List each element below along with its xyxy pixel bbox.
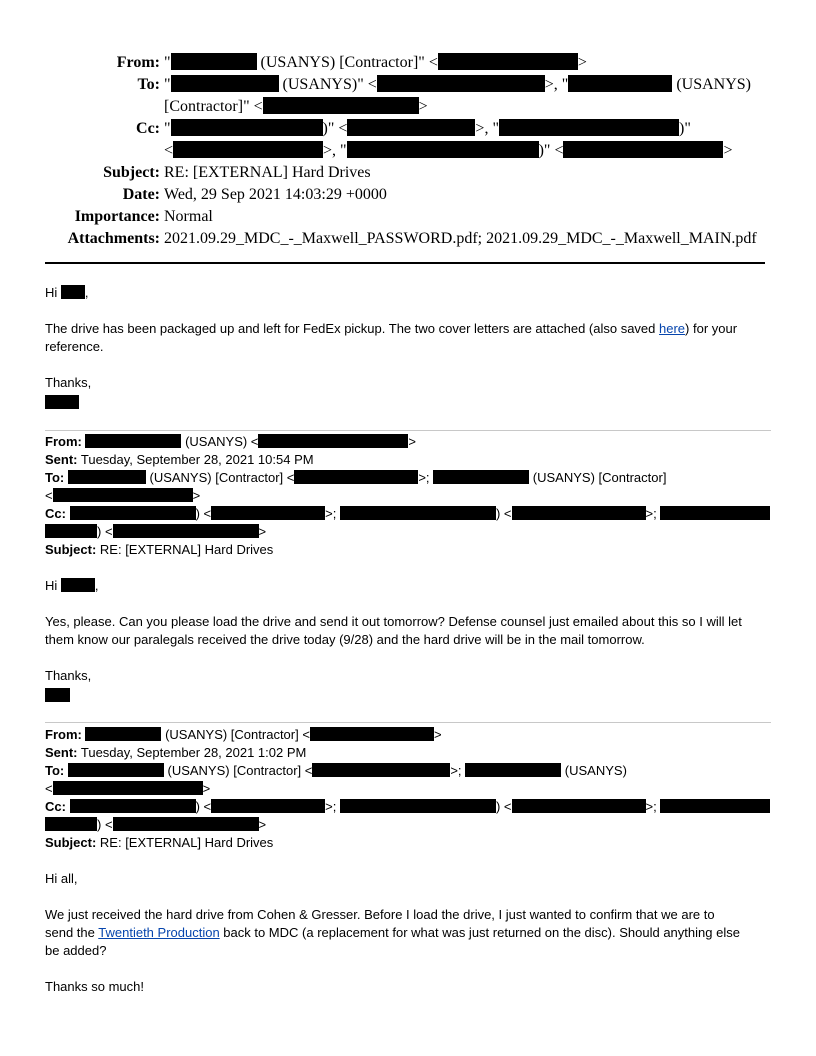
msg3-subject-value: RE: [EXTERNAL] Hard Drives: [96, 835, 274, 850]
header-cc-text: <: [164, 142, 174, 159]
msg2-subject-label: Subject:: [45, 542, 97, 557]
header-from-text: ": [164, 54, 171, 71]
msg2-cc-text: ) <: [195, 506, 212, 521]
msg2-subject-row: [45, 541, 273, 559]
redaction-block: [53, 781, 203, 795]
header-importance-row: [0, 206, 816, 228]
msg1-signature: [45, 394, 79, 412]
msg3-paragraph-line2: [45, 924, 740, 942]
msg2-to-label: To:: [45, 470, 65, 485]
header-subject-value: RE: [EXTERNAL] Hard Drives: [164, 164, 371, 181]
header-cc-text: )": [678, 120, 691, 137]
redaction-block: [263, 97, 419, 114]
msg3-paragraph-line1: We just received the hard drive from Cohen & Gresser. Before I load the drive, I just wanted to confirm that we are to: [45, 907, 715, 922]
header-from-row: [0, 52, 816, 74]
redaction-block: [660, 799, 770, 813]
msg3-to-text: (USANYS) [Contractor] <: [163, 763, 313, 778]
msg3-cc-label: Cc:: [45, 799, 66, 814]
redaction-block: [211, 506, 325, 520]
header-cc-row: [0, 118, 816, 140]
header-divider: [45, 262, 765, 264]
msg2-cc-label: Cc:: [45, 506, 66, 521]
msg3-paragraph-text: send the: [45, 925, 99, 940]
msg1-paragraph-text: The drive has been packaged up and left for FedEx pickup. The two cover letters are attached (also saved: [45, 321, 660, 336]
msg1-paragraph-line1: [45, 320, 737, 338]
msg1-greeting-text: ,: [84, 285, 89, 300]
msg3-cc-text: ) <: [195, 799, 212, 814]
header-to-text: [Contractor]" <: [164, 98, 263, 115]
msg2-from-label: From:: [45, 434, 82, 449]
header-to-text: >, ": [544, 76, 569, 93]
msg2-sent-label: Sent:: [45, 452, 78, 467]
msg2-sent-row: [45, 451, 314, 469]
header-attachments-row: [0, 228, 816, 250]
header-to-text: ": [164, 76, 171, 93]
msg2-closing: Thanks,: [45, 668, 92, 683]
msg2-cc-text: ) <: [97, 524, 113, 539]
msg3-cc-text: ) <: [97, 817, 113, 832]
header-cc-label: Cc:: [136, 120, 160, 137]
msg3-sent-value: Tuesday, September 28, 2021 1:02 PM: [77, 745, 307, 760]
header-subject-row: [0, 162, 816, 184]
header-cc-text: >, ": [323, 142, 347, 159]
msg2-to-text: (USANYS) [Contractor]: [529, 470, 667, 485]
msg2-paragraph-line2: them know our paralegals received the drive today (9/28) and the hard drive will be in the mail tomorrow.: [45, 632, 645, 647]
header-to-row: [0, 74, 816, 96]
msg3-from-row: [45, 726, 442, 744]
redaction-block: [310, 727, 434, 741]
msg3-to-row-2: [45, 780, 210, 798]
msg3-to-text: (USANYS): [561, 763, 627, 778]
msg2-from-row: [45, 433, 416, 451]
redaction-block: [113, 524, 259, 538]
msg2-cc-text: >: [258, 524, 267, 539]
msg2-cc-text: ) <: [495, 506, 512, 521]
header-date-row: [0, 184, 816, 206]
redaction-block: [70, 799, 196, 813]
msg2-greeting-text: Hi: [45, 578, 61, 593]
redaction-block: [660, 506, 770, 520]
header-to-text: >: [418, 98, 428, 115]
redaction-block: [568, 75, 672, 92]
header-cc-text: ": [164, 120, 171, 137]
msg3-from-text: >: [433, 727, 442, 742]
header-date-label: Date:: [122, 186, 160, 203]
header-importance-label: Importance:: [74, 208, 160, 225]
header-to-row-2: [0, 96, 816, 118]
redaction-block: [312, 763, 450, 777]
redaction-block: [171, 53, 257, 70]
redaction-block: [465, 763, 561, 777]
msg3-cc-text: >;: [325, 799, 340, 814]
redaction-block: [294, 470, 418, 484]
redaction-block: [340, 799, 496, 813]
msg1-paragraph-text: ) for your: [685, 321, 738, 336]
redaction-block: [340, 506, 496, 520]
msg2-to-text: (USANYS) [Contractor] <: [145, 470, 295, 485]
header-attachments-label: Attachments:: [67, 230, 160, 247]
msg3-paragraph-text: back to MDC (a replacement for what was just returned on the disc). Should anything else: [219, 925, 740, 940]
redaction-block: [512, 799, 646, 813]
header-to-label: To:: [137, 76, 160, 93]
msg3-sent-label: Sent:: [45, 745, 78, 760]
redaction-block: [173, 141, 323, 158]
redaction-block: [61, 578, 95, 592]
msg3-cc-text: >: [258, 817, 267, 832]
header-importance-value: Normal: [164, 208, 213, 225]
header-cc-text: >: [723, 142, 733, 159]
msg3-cc-row-2: [45, 816, 266, 834]
redaction-block: [113, 817, 259, 831]
msg2-signature: [45, 687, 70, 705]
msg3-paragraph-line3: be added?: [45, 943, 107, 958]
redaction-block: [70, 506, 196, 520]
redaction-block: [85, 434, 181, 448]
redaction-block: [45, 395, 79, 409]
msg1-here-link[interactable]: here: [659, 321, 686, 336]
msg2-to-text: >: [192, 488, 201, 503]
redaction-block: [68, 763, 164, 777]
redaction-block: [512, 506, 646, 520]
redaction-block: [347, 141, 539, 158]
msg2-paragraph-line1: Yes, please. Can you please load the drive and send it out tomorrow? Defense counsel just emailed about this so I will let: [45, 614, 742, 629]
redaction-block: [347, 119, 475, 136]
header-attachments-value[interactable]: 2021.09.29_MDC_-_Maxwell_PASSWORD.pdf; 2021.09.29_MDC_-_Maxwell_MAIN.pdf: [164, 230, 757, 247]
header-from-label: From:: [116, 54, 160, 71]
msg2-greeting-text: ,: [94, 578, 99, 593]
msg2-to-row: [45, 469, 666, 487]
header-date-value: Wed, 29 Sep 2021 14:03:29 +0000: [164, 186, 387, 203]
msg3-subject-row: [45, 834, 273, 852]
msg2-to-text: >;: [418, 470, 434, 485]
msg2-to-text: <: [45, 488, 53, 503]
redaction-block: [68, 470, 146, 484]
msg3-to-text: <: [45, 781, 53, 796]
redaction-block: [61, 285, 85, 299]
msg3-cc-row: [45, 798, 770, 816]
msg3-sent-row: [45, 744, 306, 762]
msg3-closing: Thanks so much!: [45, 979, 144, 994]
msg3-to-label: To:: [45, 763, 65, 778]
header-cc-text: )" <: [538, 142, 564, 159]
redaction-block: [85, 727, 161, 741]
message-separator: [45, 722, 771, 723]
msg3-greeting: Hi all,: [45, 871, 78, 886]
msg2-subject-value: RE: [EXTERNAL] Hard Drives: [96, 542, 274, 557]
redaction-block: [563, 141, 723, 158]
msg1-closing: Thanks,: [45, 375, 92, 390]
redaction-block: [45, 817, 97, 831]
redaction-block: [45, 688, 70, 702]
msg3-cc-text: >;: [645, 799, 661, 814]
msg1-paragraph-line2: reference.: [45, 339, 104, 354]
redaction-block: [171, 119, 323, 136]
msg2-cc-text: >;: [645, 506, 661, 521]
redaction-block: [499, 119, 679, 136]
msg2-greeting: [45, 577, 99, 595]
msg2-to-row-2: [45, 487, 200, 505]
message-separator: [45, 430, 771, 431]
redaction-block: [45, 524, 97, 538]
msg2-from-text: (USANYS) <: [181, 434, 259, 449]
header-cc-text: )" <: [322, 120, 348, 137]
header-cc-row-2: [0, 140, 816, 162]
msg3-to-row: [45, 762, 627, 780]
redaction-block: [438, 53, 578, 70]
redaction-block: [258, 434, 408, 448]
msg3-from-label: From:: [45, 727, 82, 742]
redaction-block: [211, 799, 325, 813]
msg3-subject-label: Subject:: [45, 835, 97, 850]
redaction-block: [433, 470, 529, 484]
msg2-from-text: >: [408, 434, 416, 449]
msg1-greeting-text: Hi: [45, 285, 61, 300]
msg1-greeting: [45, 284, 89, 302]
header-cc-text: >, ": [475, 120, 499, 137]
redaction-block: [377, 75, 545, 92]
msg3-from-text: (USANYS) [Contractor] <: [161, 727, 310, 742]
msg2-cc-row: [45, 505, 770, 523]
header-to-text: (USANYS)" <: [278, 76, 377, 93]
header-from-text: (USANYS) [Contractor]" <: [256, 54, 438, 71]
redaction-block: [53, 488, 193, 502]
msg3-cc-text: ) <: [495, 799, 512, 814]
msg2-cc-row-2: [45, 523, 266, 541]
header-from-text: >: [577, 54, 587, 71]
header-to-text: (USANYS): [672, 76, 751, 93]
redaction-block: [171, 75, 279, 92]
msg3-to-text: >: [202, 781, 211, 796]
msg2-cc-text: >;: [325, 506, 340, 521]
msg3-to-text: >;: [450, 763, 466, 778]
msg2-sent-value: Tuesday, September 28, 2021 10:54 PM: [77, 452, 314, 467]
twentieth-production-link[interactable]: Twentieth Production: [98, 925, 220, 940]
header-subject-label: Subject:: [103, 164, 160, 181]
